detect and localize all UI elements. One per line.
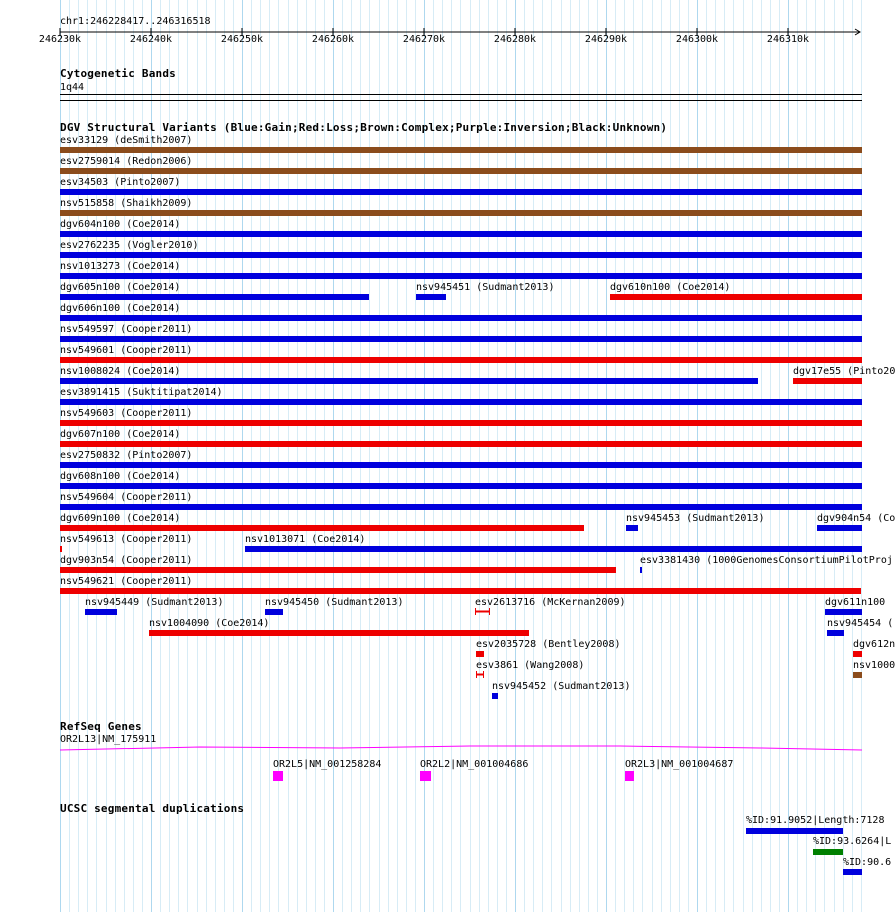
dgv-feature-label[interactable]: esv3891415 (Suktitipat2014) xyxy=(60,387,223,398)
grid-line xyxy=(388,0,389,912)
dgv-feature-label[interactable]: dgv612n xyxy=(853,639,895,650)
ruler-tick-label: 246270k xyxy=(402,34,446,45)
grid-line xyxy=(488,0,489,912)
dgv-feature-bar[interactable] xyxy=(60,546,62,552)
segdup-bar[interactable] xyxy=(813,849,843,855)
dgv-feature-bar[interactable] xyxy=(60,252,862,258)
grid-line xyxy=(524,0,525,912)
dgv-feature-label[interactable]: nsv945451 (Sudmant2013) xyxy=(416,282,555,293)
dgv-feature-label[interactable]: nsv515858 (Shaikh2009) xyxy=(60,198,193,209)
grid-line xyxy=(197,0,198,912)
dgv-feature-bar[interactable] xyxy=(827,630,844,636)
dgv-feature-label[interactable]: dgv609n100 (Coe2014) xyxy=(60,513,181,524)
segdup-label[interactable]: %ID:93.6264|L xyxy=(813,836,892,847)
dgv-feature-bar[interactable] xyxy=(476,671,486,679)
dgv-feature-label[interactable]: nsv549603 (Cooper2011) xyxy=(60,408,193,419)
dgv-feature-bar[interactable] xyxy=(60,168,862,174)
refseq-gene-label[interactable]: OR2L13|NM_175911 xyxy=(60,734,157,745)
dgv-feature-label[interactable]: nsv945454 ( xyxy=(827,618,894,629)
dgv-feature-label[interactable]: esv34503 (Pinto2007) xyxy=(60,177,181,188)
grid-line xyxy=(743,0,744,912)
grid-line xyxy=(561,0,562,912)
grid-line xyxy=(852,0,853,912)
dgv-feature-bar[interactable] xyxy=(245,546,862,552)
dgv-feature-bar[interactable] xyxy=(640,567,642,573)
dgv-feature-bar[interactable] xyxy=(793,378,862,384)
dgv-feature-label[interactable]: esv2613716 (McKernan2009) xyxy=(475,597,626,608)
dgv-feature-label[interactable]: nsv549621 (Cooper2011) xyxy=(60,576,193,587)
ruler-tick-label: 246250k xyxy=(220,34,264,45)
ruler-tick-label: 246290k xyxy=(584,34,628,45)
dgv-feature-bar[interactable] xyxy=(265,609,283,615)
refseq-gene-label[interactable]: OR2L3|NM_001004687 xyxy=(625,759,734,770)
grid-line xyxy=(542,0,543,912)
dgv-feature-label[interactable]: dgv17e55 (Pinto20 xyxy=(793,366,895,377)
dgv-feature-bar[interactable] xyxy=(60,189,862,195)
dgv-feature-label[interactable]: esv3861 (Wang2008) xyxy=(476,660,585,671)
dgv-feature-label[interactable]: esv3381430 (1000GenomesConsortiumPilotProj xyxy=(640,555,893,566)
grid-line xyxy=(551,0,552,912)
grid-line xyxy=(479,0,480,912)
grid-line xyxy=(369,0,370,912)
grid-line xyxy=(215,0,216,912)
dgv-feature-label[interactable]: nsv945452 (Sudmant2013) xyxy=(492,681,631,692)
ruler-tick-label: 246260k xyxy=(311,34,355,45)
grid-line xyxy=(615,0,616,912)
ruler-tick-label: 246240k xyxy=(129,34,173,45)
dgv-feature-bar[interactable] xyxy=(610,294,862,300)
dgv-feature-label[interactable]: dgv904n54 (Co xyxy=(817,513,895,524)
segdup-label[interactable]: %ID:91.9052|Length:7128 xyxy=(746,815,885,826)
dgv-feature-bar[interactable] xyxy=(60,525,584,531)
refseq-gene-label[interactable]: OR2L5|NM_001258284 xyxy=(273,759,382,770)
locus-label: chr1:246228417..246316518 xyxy=(60,16,211,27)
grid-line xyxy=(688,0,689,912)
dgv-feature-label[interactable]: dgv610n100 (Coe2014) xyxy=(610,282,731,293)
grid-line xyxy=(843,0,844,912)
grid-line xyxy=(460,0,461,912)
dgv-feature-label[interactable]: nsv945453 (Sudmant2013) xyxy=(626,513,765,524)
dgv-feature-bar[interactable] xyxy=(626,525,638,531)
grid-line xyxy=(406,0,407,912)
dgv-feature-label[interactable]: nsv549604 (Cooper2011) xyxy=(60,492,193,503)
dgv-feature-label[interactable]: nsv549601 (Cooper2011) xyxy=(60,345,193,356)
dgv-feature-label[interactable]: nsv1000 xyxy=(853,660,895,671)
dgv-feature-bar[interactable] xyxy=(60,357,862,363)
dgv-feature-label[interactable]: nsv549597 (Cooper2011) xyxy=(60,324,193,335)
dgv-feature-label[interactable]: nsv1008024 (Coe2014) xyxy=(60,366,181,377)
ruler-tick-label: 246230k xyxy=(38,34,82,45)
grid-line xyxy=(206,0,207,912)
grid-line xyxy=(570,0,571,912)
refseq-gene-exon[interactable] xyxy=(420,771,431,781)
grid-line xyxy=(515,0,516,912)
grid-line xyxy=(642,0,643,912)
dgv-feature-label[interactable]: nsv1013071 (Coe2014) xyxy=(245,534,366,545)
grid-line xyxy=(761,0,762,912)
grid-line xyxy=(579,0,580,912)
grid-line xyxy=(597,0,598,912)
dgv-feature-label[interactable]: dgv608n100 (Coe2014) xyxy=(60,471,181,482)
grid-line xyxy=(806,0,807,912)
dgv-feature-bar[interactable] xyxy=(60,588,861,594)
dgv-feature-bar[interactable] xyxy=(853,672,862,678)
grid-line xyxy=(661,0,662,912)
grid-line xyxy=(861,0,862,912)
dgv-feature-label[interactable]: esv33129 (deSmith2007) xyxy=(60,135,193,146)
grid-line xyxy=(824,0,825,912)
grid-line xyxy=(788,0,789,912)
dgv-feature-label[interactable]: nsv945449 (Sudmant2013) xyxy=(85,597,224,608)
grid-line xyxy=(315,0,316,912)
dgv-feature-bar[interactable] xyxy=(60,294,369,300)
grid-line xyxy=(470,0,471,912)
dgv-feature-bar[interactable] xyxy=(60,336,862,342)
dgv-feature-bar[interactable] xyxy=(60,399,862,405)
grid-line xyxy=(697,0,698,912)
grid-line xyxy=(233,0,234,912)
dgv-feature-bar[interactable] xyxy=(60,420,862,426)
refseq-gene-label[interactable]: OR2L2|NM_001004686 xyxy=(420,759,529,770)
dgv-feature-bar[interactable] xyxy=(60,315,862,321)
grid-line xyxy=(379,0,380,912)
dgv-track-title: DGV Structural Variants (Blue:Gain;Red:Loss;Brown:Complex;Purple:Inversion;Black:Unknown) xyxy=(60,121,668,134)
dgv-feature-label[interactable]: dgv606n100 (Coe2014) xyxy=(60,303,181,314)
grid-line xyxy=(360,0,361,912)
grid-line xyxy=(770,0,771,912)
cytobands-track-title: Cytogenetic Bands xyxy=(60,67,176,80)
cytoband-label: 1q44 xyxy=(60,82,85,93)
dgv-feature-label[interactable]: esv2750832 (Pinto2007) xyxy=(60,450,193,461)
grid-line xyxy=(506,0,507,912)
dgv-feature-bar[interactable] xyxy=(853,651,862,657)
dgv-feature-bar[interactable] xyxy=(60,441,862,447)
segdup-bar[interactable] xyxy=(843,869,862,875)
dgv-feature-label[interactable]: esv2759014 (Redon2006) xyxy=(60,156,193,167)
dgv-feature-bar[interactable] xyxy=(85,609,117,615)
dgv-feature-bar[interactable] xyxy=(149,630,529,636)
dgv-feature-bar[interactable] xyxy=(416,294,446,300)
grid-line xyxy=(397,0,398,912)
grid-line xyxy=(834,0,835,912)
dgv-feature-label[interactable]: dgv903n54 (Cooper2011) xyxy=(60,555,193,566)
grid-line xyxy=(288,0,289,912)
dgv-feature-label[interactable]: dgv607n100 (Coe2014) xyxy=(60,429,181,440)
ruler-tick-label: 246310k xyxy=(766,34,810,45)
grid-line xyxy=(715,0,716,912)
dgv-feature-bar[interactable] xyxy=(60,231,862,237)
dgv-feature-label[interactable]: dgv611n100 xyxy=(825,597,886,608)
grid-line xyxy=(433,0,434,912)
dgv-feature-bar[interactable] xyxy=(817,525,862,531)
refseq-gene-exon[interactable] xyxy=(273,771,283,781)
dgv-feature-label[interactable]: esv2762235 (Vogler2010) xyxy=(60,240,199,251)
ruler-tick-label: 246280k xyxy=(493,34,537,45)
grid-line xyxy=(679,0,680,912)
dgv-feature-bar[interactable] xyxy=(475,608,492,616)
grid-line xyxy=(752,0,753,912)
dgv-feature-bar[interactable] xyxy=(60,273,862,279)
cytoband-line-bottom xyxy=(60,100,862,101)
grid-line xyxy=(224,0,225,912)
dgv-feature-label[interactable]: nsv1013273 (Coe2014) xyxy=(60,261,181,272)
grid-line xyxy=(724,0,725,912)
grid-line xyxy=(269,0,270,912)
grid-line xyxy=(297,0,298,912)
refseq-gene-exon[interactable] xyxy=(625,771,634,781)
segdups-track-title: UCSC segmental duplications xyxy=(60,802,245,815)
grid-line xyxy=(306,0,307,912)
dgv-feature-bar[interactable] xyxy=(60,567,616,573)
grid-line xyxy=(242,0,243,912)
dgv-feature-label[interactable]: dgv605n100 (Coe2014) xyxy=(60,282,181,293)
segdup-bar[interactable] xyxy=(746,828,843,834)
grid-line xyxy=(451,0,452,912)
dgv-feature-label[interactable]: nsv1004090 (Coe2014) xyxy=(149,618,270,629)
grid-line xyxy=(442,0,443,912)
grid-line xyxy=(779,0,780,912)
dgv-feature-bar[interactable] xyxy=(60,378,758,384)
grid-line xyxy=(733,0,734,912)
dgv-feature-label[interactable]: nsv945450 (Sudmant2013) xyxy=(265,597,404,608)
ruler-tick-label: 246300k xyxy=(675,34,719,45)
dgv-feature-label[interactable]: nsv549613 (Cooper2011) xyxy=(60,534,193,545)
grid-line xyxy=(652,0,653,912)
dgv-feature-bar[interactable] xyxy=(825,609,862,615)
grid-line xyxy=(533,0,534,912)
grid-line xyxy=(797,0,798,912)
dgv-feature-bar[interactable] xyxy=(476,651,484,657)
grid-line xyxy=(588,0,589,912)
grid-line xyxy=(342,0,343,912)
grid-line xyxy=(324,0,325,912)
dgv-feature-label[interactable]: esv2035728 (Bentley2008) xyxy=(476,639,621,650)
refseq-track-title: RefSeq Genes xyxy=(60,720,142,733)
grid-line xyxy=(670,0,671,912)
dgv-feature-bar[interactable] xyxy=(492,693,498,699)
grid-line xyxy=(251,0,252,912)
segdup-label[interactable]: %ID:90.6 xyxy=(843,857,892,868)
grid-line xyxy=(351,0,352,912)
dgv-feature-label[interactable]: dgv604n100 (Coe2014) xyxy=(60,219,181,230)
grid-line xyxy=(260,0,261,912)
gene-intron-line xyxy=(0,744,890,754)
grid-line xyxy=(606,0,607,912)
grid-line xyxy=(497,0,498,912)
grid-line xyxy=(815,0,816,912)
dgv-feature-bar[interactable] xyxy=(60,462,862,468)
dgv-feature-bar[interactable] xyxy=(60,147,862,153)
cytoband-line-top xyxy=(60,94,862,95)
dgv-feature-bar[interactable] xyxy=(60,504,862,510)
dgv-feature-bar[interactable] xyxy=(60,210,862,216)
grid-line xyxy=(415,0,416,912)
grid-line xyxy=(333,0,334,912)
dgv-feature-bar[interactable] xyxy=(60,483,862,489)
grid-line xyxy=(706,0,707,912)
